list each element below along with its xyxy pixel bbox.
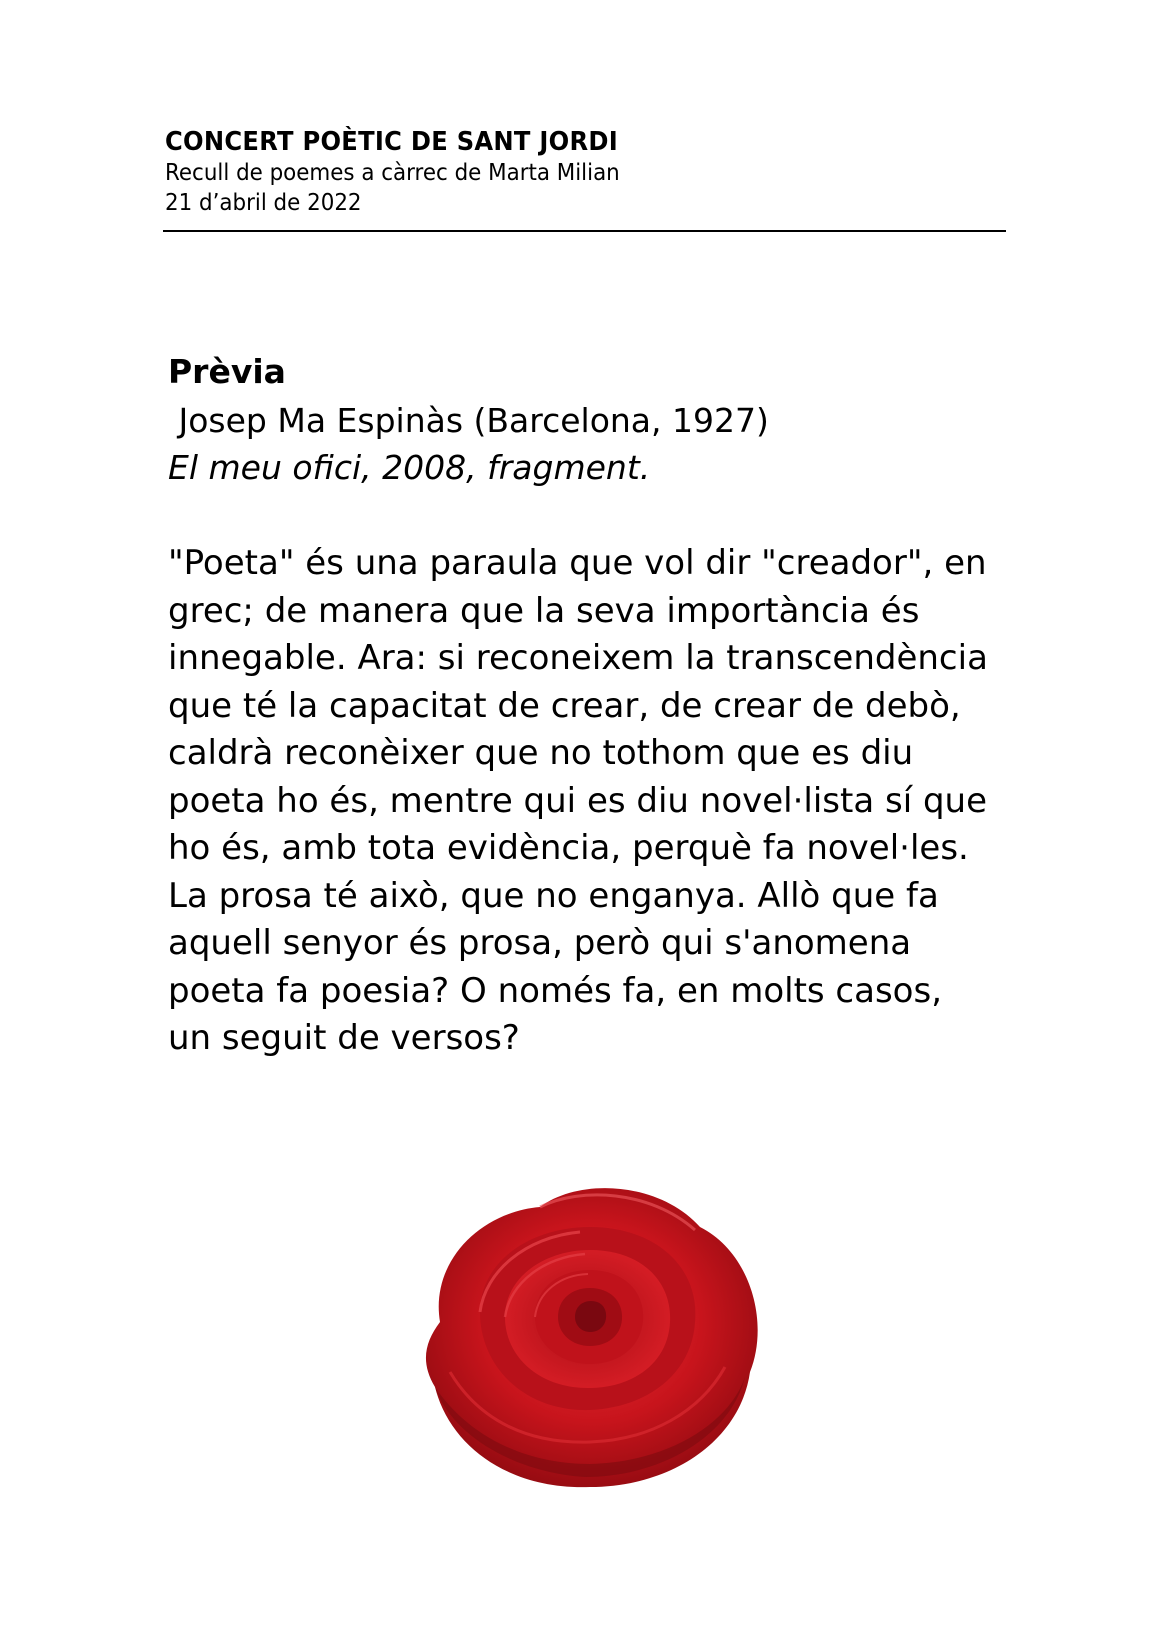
body-line: aquell senyor és prosa, però qui s'anomena [168,923,912,963]
red-rose-image [410,1172,765,1492]
poem-source: El meu ofici, 2008, fragment. [168,448,651,487]
body-line: innegable. Ara: si reconeixem la transcendència [168,638,988,678]
body-line: grec; de manera que la seva importància és [168,590,920,631]
document-title: CONCERT POÈTIC DE SANT JORDI [165,127,619,157]
body-line: ho és, amb tota evidència, perquè fa novel·les. [168,828,969,868]
document-subtitle: Recull de poemes a càrrec de Marta Milian [165,160,620,186]
body-line: caldrà reconèixer que no tothom que es diu [168,733,914,773]
document-date: 21 d’abril de 2022 [165,190,362,216]
section-title: Prèvia [168,352,286,391]
poem-author: Josep Ma Espinàs (Barcelona, 1927) [168,401,769,440]
body-line: "Poeta" és una paraula que vol dir "creador", en [168,543,987,583]
body-line: poeta ho és, mentre qui es diu novel·lista sí que [168,780,988,821]
header-divider [163,230,1006,232]
body-line: un seguit de versos? [168,1018,520,1058]
body-line: La prosa té això, que no enganya. Allò que fa [168,875,939,916]
body-line: que té la capacitat de crear, de crear de debò, [168,685,961,726]
body-line: poeta fa poesia? O només fa, en molts casos, [168,970,942,1011]
document-header [165,126,1005,218]
body-text [168,540,1018,1063]
